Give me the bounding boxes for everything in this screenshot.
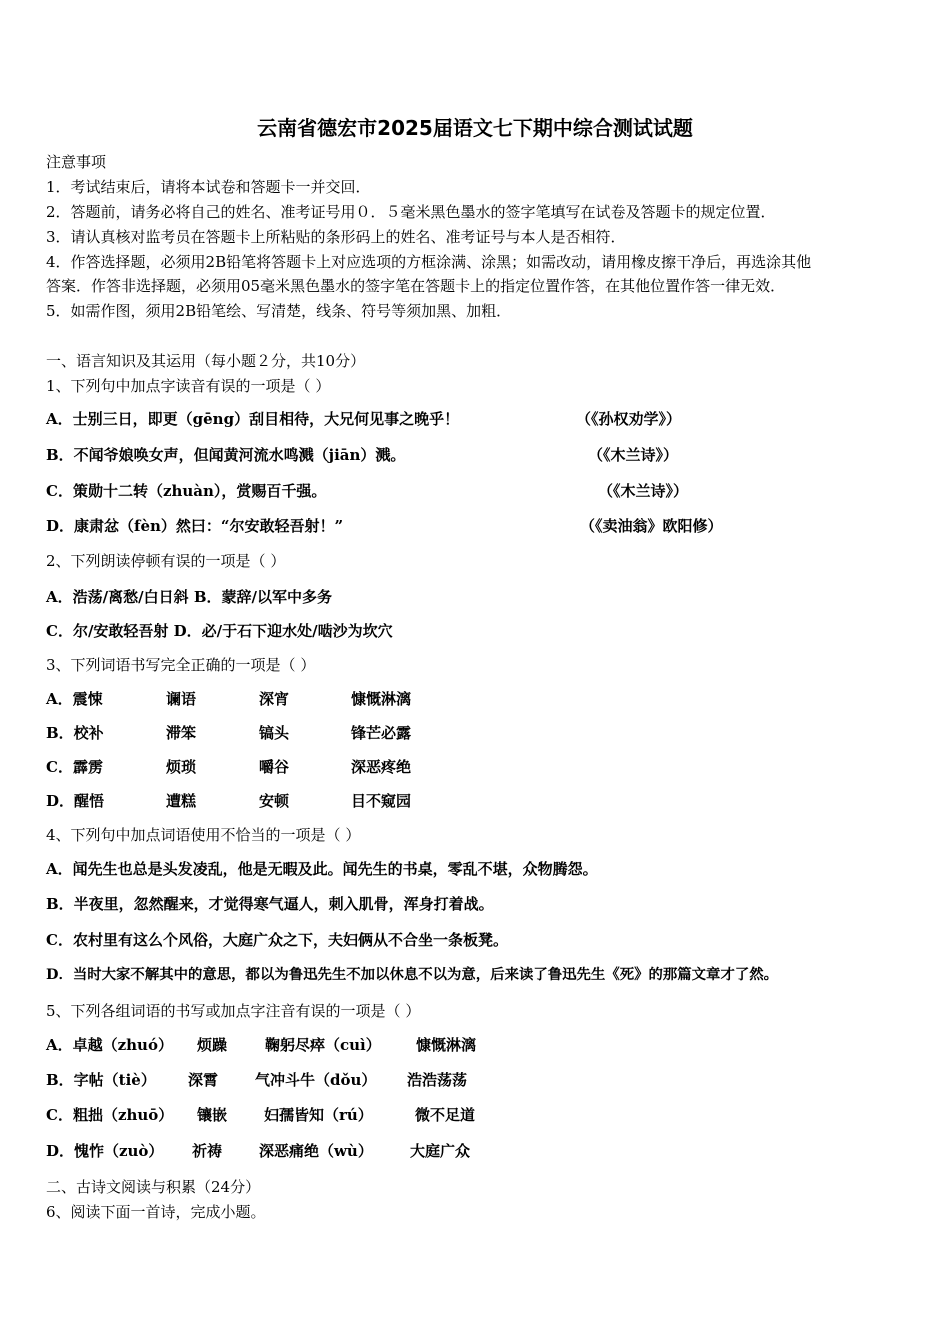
notice-heading: 注意事项 [46, 153, 107, 171]
q5-option-b-3: 气冲斗牛（dǒu） [255, 1071, 377, 1089]
q3-option-b-2: 滞笨 [166, 724, 197, 742]
notice-item: 1．考试结束后，请将本试卷和答题卡一并交回． [46, 178, 371, 196]
q2-options-ab: A．浩荡/离愁/白日斜 B．蒙辞/以军中多务 [46, 588, 332, 606]
q2-stem: 2、下列朗读停顿有误的一项是（ ） [46, 552, 286, 570]
q3-option-a-3: 深宵 [259, 690, 290, 708]
q5-option-c-4: 微不足道 [415, 1106, 476, 1124]
q6-stem: 6、阅读下面一首诗，完成小题。 [46, 1203, 266, 1221]
q3-option-c-2: 烦琐 [166, 758, 197, 776]
q5-option-c-3: 妇孺皆知（rú） [264, 1106, 373, 1124]
q5-option-a-4: 慷慨淋漓 [416, 1036, 477, 1054]
q1-option-b: B．不闻爷娘唤女声，但闻黄河流水鸣溅（jiān）溅。 [46, 446, 406, 464]
q1-option-a: A．士别三日，即更（gēng）刮目相待，大兄何见事之晚乎！ [46, 410, 460, 428]
q5-option-d-1: D．愧怍（zuò） [46, 1142, 164, 1160]
q3-option-c-3: 嚼谷 [259, 758, 290, 776]
q3-stem: 3、下列词语书写完全正确的一项是（ ） [46, 656, 316, 674]
notice-item: 2．答题前，请务必将自己的姓名、准考证号用０．５毫米黑色墨水的签字笔填写在试卷及答题卡的规定位置． [46, 203, 776, 221]
notice-item: 答案．作答非选择题，必须用05毫米黑色墨水的签字笔在答题卡上的指定位置作答，在其他位置作答一律无效． [46, 277, 786, 295]
q3-option-c-1: C．霹雳 [46, 758, 103, 776]
notice-item: 4．作答选择题，必须用2B铅笔将答题卡上对应选项的方框涂满、涂黑；如需改动，请用橡皮擦干净后，再选涂其他 [46, 253, 812, 271]
q1-source-b: （《木兰诗》） [588, 446, 679, 464]
section1-heading: 一、语言知识及其运用（每小题２分，共10分） [46, 352, 366, 370]
q5-stem: 5、下列各组词语的书写或加点字注音有误的一项是（ ） [46, 1002, 421, 1020]
q1-stem: 1、下列句中加点字读音有误的一项是（ ） [46, 377, 331, 395]
q4-option-d: D．当时大家不解其中的意思，都以为鲁迅先生不加以休息不以为意，后来读了鲁迅先生《死》的那篇文章才了然。 [46, 966, 779, 983]
q3-option-d-2: 遭糕 [166, 792, 197, 810]
q3-option-b-3: 镐头 [259, 724, 290, 742]
notice-item: 3．请认真核对监考员在答题卡上所粘贴的条形码上的姓名、准考证号与本人是否相符． [46, 228, 626, 246]
q3-option-a-2: 谰语 [166, 690, 197, 708]
q4-option-a: A．闻先生也总是头发凌乱，他是无暇及此。闻先生的书桌，零乱不堪，众物腾怨。 [46, 860, 598, 878]
page-title: 云南省德宏市2025届语文七下期中综合测试试题 [257, 116, 693, 140]
q4-option-b: B．半夜里，忽然醒来，才觉得寒气逼人，刺入肌骨，浑身打着战。 [46, 895, 494, 913]
q3-option-b-1: B．校补 [46, 724, 104, 742]
q3-option-c-4: 深恶疼绝 [351, 758, 412, 776]
q5-option-d-2: 祈祷 [192, 1142, 223, 1160]
q4-stem: 4、下列句中加点词语使用不恰当的一项是（ ） [46, 826, 361, 844]
notice-item: 5．如需作图，须用2B铅笔绘、写清楚，线条、符号等须加黑、加粗． [46, 302, 512, 320]
q1-option-c: C．策勋十二转（zhuàn），赏赐百千强。 [46, 482, 327, 500]
q3-option-b-4: 锋芒必露 [351, 724, 412, 742]
q3-option-d-1: D．醒悟 [46, 792, 105, 810]
q1-option-d: D．康肃忿（fèn）然曰：“尔安敢轻吾射！” [46, 517, 344, 535]
q1-source-d: （《卖油翁》欧阳修） [580, 517, 723, 535]
q5-option-a-3: 鞠躬尽瘁（cuì） [265, 1036, 381, 1054]
q5-option-b-4: 浩浩荡荡 [407, 1071, 468, 1089]
q3-option-a-1: A．震悚 [46, 690, 103, 708]
q4-option-c: C．农村里有这么个风俗，大庭广众之下，夫妇俩从不合坐一条板凳。 [46, 931, 508, 949]
section2-heading: 二、古诗文阅读与积累（24分） [46, 1178, 261, 1196]
q5-option-a-1: A．卓越（zhuó） [46, 1036, 173, 1054]
q5-option-c-2: 镶嵌 [197, 1106, 228, 1124]
q2-options-cd: C．尔/安敢轻吾射 D．必/于石下迎水处/啮沙为坎穴 [46, 622, 393, 640]
q5-option-d-4: 大庭广众 [410, 1142, 471, 1160]
q5-option-a-2: 烦躁 [197, 1036, 228, 1054]
q1-source-a: （《孙权劝学》） [576, 410, 682, 428]
q3-option-d-3: 安顿 [259, 792, 290, 810]
q5-option-d-3: 深恶痛绝（wù） [259, 1142, 373, 1160]
q3-option-d-4: 目不窥园 [351, 792, 412, 810]
q1-source-c: （《木兰诗》） [598, 482, 689, 500]
q5-option-c-1: C．粗拙（zhuō） [46, 1106, 174, 1124]
q5-option-b-2: 深霄 [188, 1071, 219, 1089]
q5-option-b-1: B．字帖（tiè） [46, 1071, 156, 1089]
q3-option-a-4: 慷慨淋漓 [351, 690, 412, 708]
